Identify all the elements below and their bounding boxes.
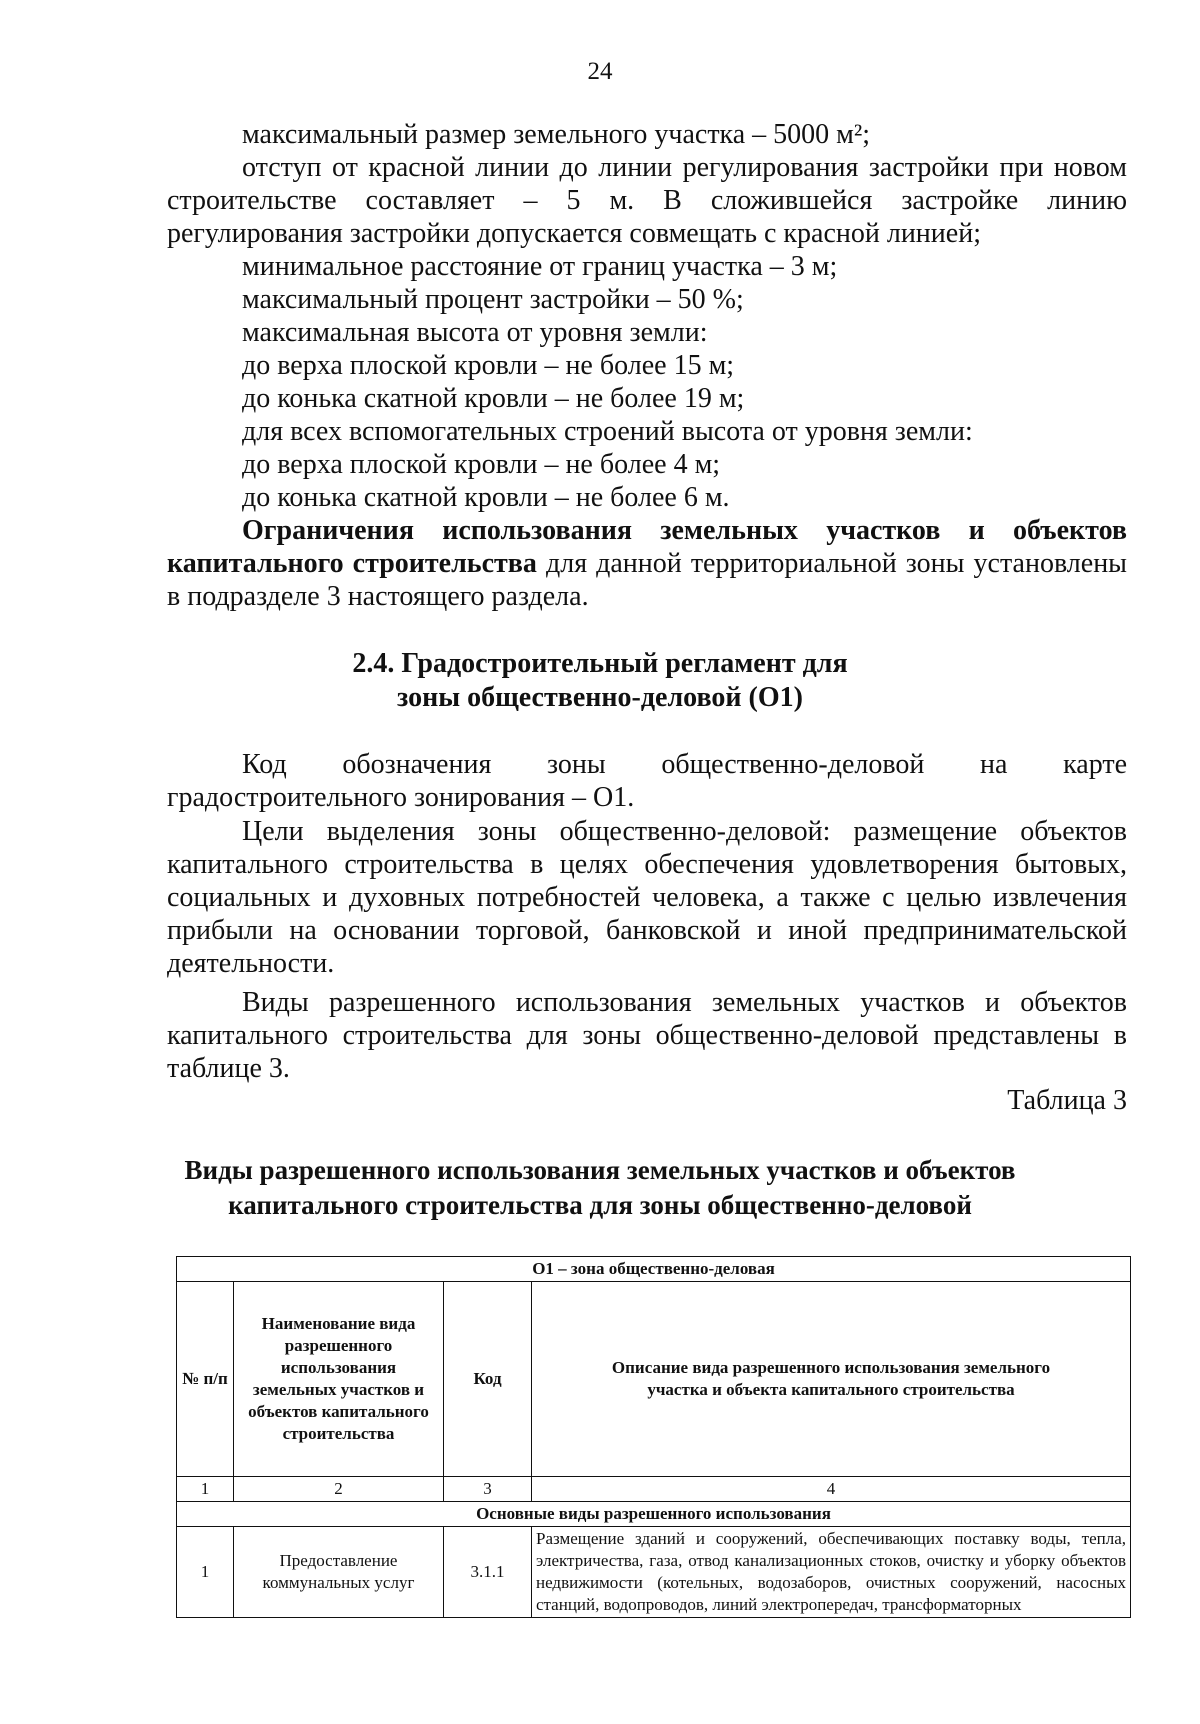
row-desc: Размещение зданий и сооружений, обеспечивающих поставку воды, тепла, электричества, газа, отвод канализационных стоков, очистку и уборку объектов недвижимости (котельных, водозаборов, очистных сооружений, насосных станций, водопроводов, линий электропередач, трансформаторных <box>532 1527 1131 1618</box>
row-code: 3.1.1 <box>444 1527 532 1618</box>
line-pitched-roof-6: до конька скатной кровли – не более 6 м. <box>242 482 730 513</box>
page-number: 24 <box>587 58 613 85</box>
line-min-distance: минимальное расстояние от границ участка – 3 м; <box>242 251 838 282</box>
table-section-row <box>177 1502 1131 1527</box>
table-title-line1: Виды разрешенного использования земельных участков и объектов <box>184 1155 1016 1185</box>
header-num: № п/п <box>177 1282 234 1477</box>
paragraph-restrictions <box>167 514 1127 613</box>
col-number-1: 1 <box>177 1477 234 1502</box>
line-max-coverage: максимальный процент застройки – 50 %; <box>242 284 744 315</box>
row-name: Предоставление коммунальных услуг <box>234 1527 444 1618</box>
header-desc: Описание вида разрешенного использования земельного участка и объекта капитального строительства <box>532 1282 1131 1477</box>
header-code: Код <box>444 1282 532 1477</box>
section-title-line1: 2.4. Градостроительный регламент для <box>352 648 848 679</box>
section-row-cell: Основные виды разрешенного использования <box>177 1502 1131 1527</box>
line-pitched-roof-19: до конька скатной кровли – не более 19 м; <box>242 383 745 414</box>
section-title-line2: зоны общественно-деловой (О1) <box>397 682 803 713</box>
table-header-row <box>177 1282 1131 1477</box>
paragraph-zone-code: Код обозначения зоны общественно-деловой на карте градостроительного зонирования – О1. <box>167 749 1127 813</box>
table-col-number-row <box>177 1477 1131 1502</box>
line-max-height: максимальная высота от уровня земли: <box>242 317 708 348</box>
header-name: Наименование вида разрешенного использования земельных участков и объектов капитального строительства <box>234 1282 444 1477</box>
usage-kinds-table <box>176 1256 1131 1618</box>
restrictions-rest: для данной территориальной зоны установлены в подразделе 3 настоящего раздела. <box>167 548 1127 612</box>
line-flat-roof-15: до верха плоской кровли – не более 15 м; <box>242 350 735 381</box>
zone-header-cell: О1 – зона общественно-деловая <box>177 1257 1131 1282</box>
paragraph-red-line-offset: отступ от красной линии до линии регулирования застройки при новом строительстве составляет – 5 м. В сложившейся застройке линию регулирования застройки допускается совмещать с красной линией; <box>167 152 1127 249</box>
paragraph-zone-goals: Цели выделения зоны общественно-деловой: размещение объектов капитального строительства в целях обеспечения удовлетворения бытовых, социальных и духовных потребностей человека, а также с целью извлечения прибыли на основании торговой, банковской и иной предпринимательской деятельности. <box>167 816 1127 979</box>
line-auxiliary-height: для всех вспомогательных строений высота от уровня земли: <box>242 416 973 447</box>
row-num: 1 <box>177 1527 234 1618</box>
col-number-3: 3 <box>444 1477 532 1502</box>
line-flat-roof-4: до верха плоской кровли – не более 4 м; <box>242 449 721 480</box>
col-number-2: 2 <box>234 1477 444 1502</box>
restrictions-bold: Ограничения использования земельных участков и объектов капитального строительства <box>167 515 1127 579</box>
paragraph-usage-kinds: Виды разрешенного использования земельных участков и объектов капитального строительства для зоны общественно-деловой представлены в таблице 3. <box>167 987 1127 1084</box>
table-caption: Таблица 3 <box>1007 1085 1127 1116</box>
table-zone-row <box>177 1257 1131 1282</box>
table-row <box>177 1527 1131 1618</box>
line-max-plot-size: максимальный размер земельного участка – 5000 м²; <box>242 119 871 150</box>
col-number-4: 4 <box>532 1477 1131 1502</box>
table-title-line2: капитального строительства для зоны общественно-деловой <box>228 1190 972 1220</box>
